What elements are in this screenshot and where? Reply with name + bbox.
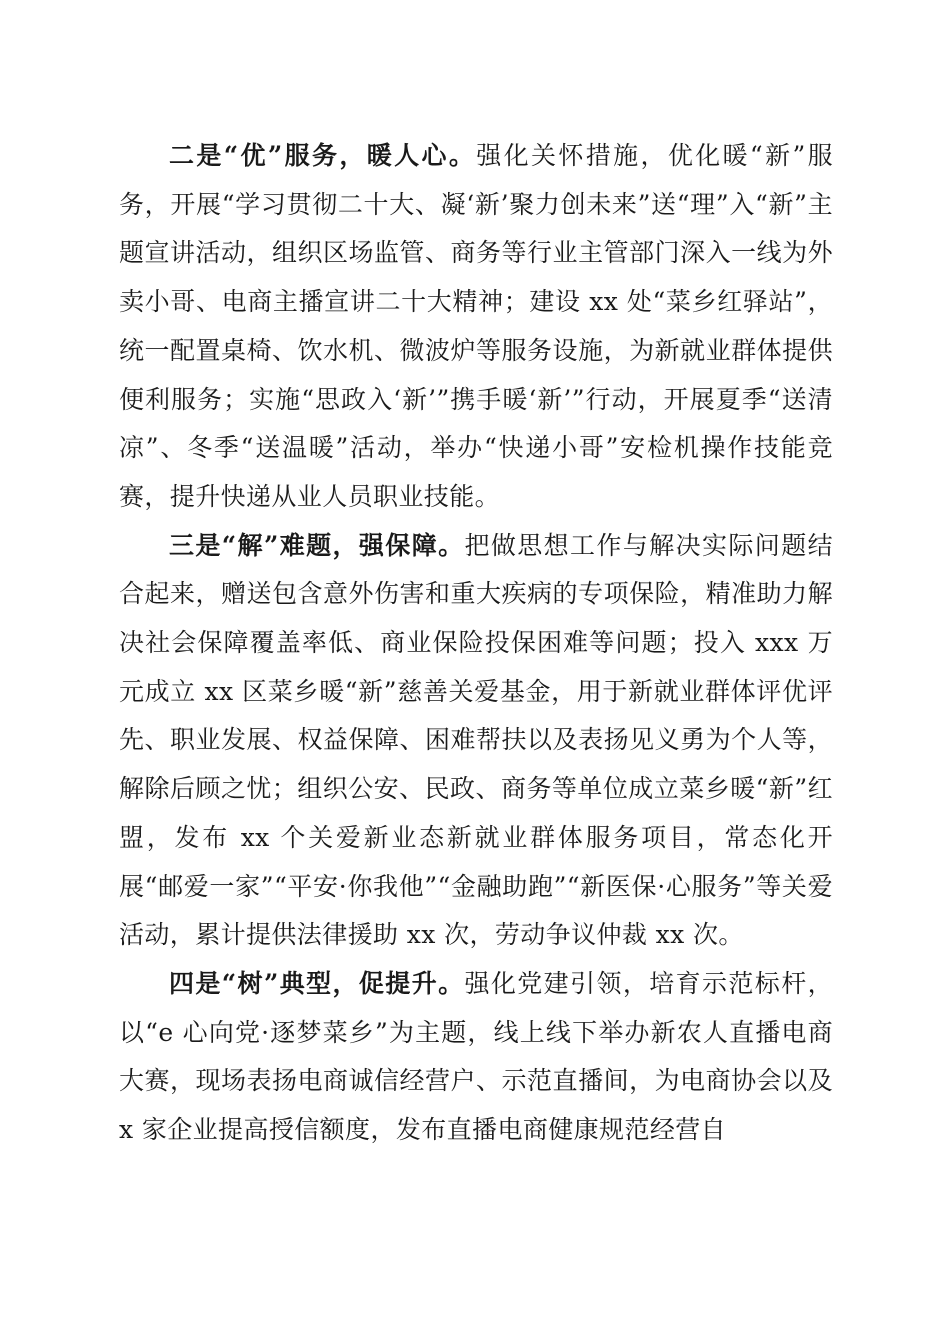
paragraph-text: 把做思想工作与解决实际问题结合起来，赠送包含意外伤害和重大疾病的专项保险，精准助力解决社会保障覆盖率低、商业保险投保困难等问题；投入 xxx 万元成立 xx 区菜乡暖“新”慈善关爱基金，用于新就业群体评优评先、职业发展、权益保障、困难帮扶以及表扬见义勇为个人等，解除后顾之忧；组织公安、民政、商务等单位成立菜乡暖“新”红盟，发布 xx 个关爱新业态新就业群体服务项目，常态化开展“邮爱一家”“平安·你我他”“金融助跑”“新医保·心服务”等关爱活动，累计提供法律援助 xx 次，劳动争议仲裁 xx 次。 <box>119 530 833 950</box>
document-body <box>119 132 833 1155</box>
paragraph-heading: 四是“树”典型，促提升。 <box>169 968 465 998</box>
paragraph-problems <box>119 522 833 960</box>
paragraph-service <box>119 132 833 522</box>
paragraph-text: 强化党建引领，培育示范标杆，以“e 心向党·逐梦菜乡”为主题，线上线下举办新农人直播电商大赛，现场表扬电商诚信经营户、示范直播间，为电商协会以及 x 家企业提高授信额度，发布直播电商健康规范经营自 <box>119 968 833 1145</box>
paragraph-models <box>119 960 833 1155</box>
paragraph-heading: 三是“解”难题，强保障。 <box>169 530 465 560</box>
paragraph-heading: 二是“优”服务，暖人心。 <box>169 141 477 170</box>
paragraph-text: 强化关怀措施，优化暖“新”服务，开展“学习贯彻二十大、凝‘新’聚力创未来”送“理”入“新”主题宣讲活动，组织区场监管、商务等行业主管部门深入一线为外卖小哥、电商主播宣讲二十大精神；建设 xx 处“菜乡红驿站”，统一配置桌椅、饮水机、微波炉等服务设施，为新就业群体提供便利服务；实施“思政入‘新’”携手暖‘新’”行动，开展夏季“送清凉”、冬季“送温暖”活动，举办“快递小哥”安检机操作技能竞赛，提升快递从业人员职业技能。 <box>119 141 833 511</box>
